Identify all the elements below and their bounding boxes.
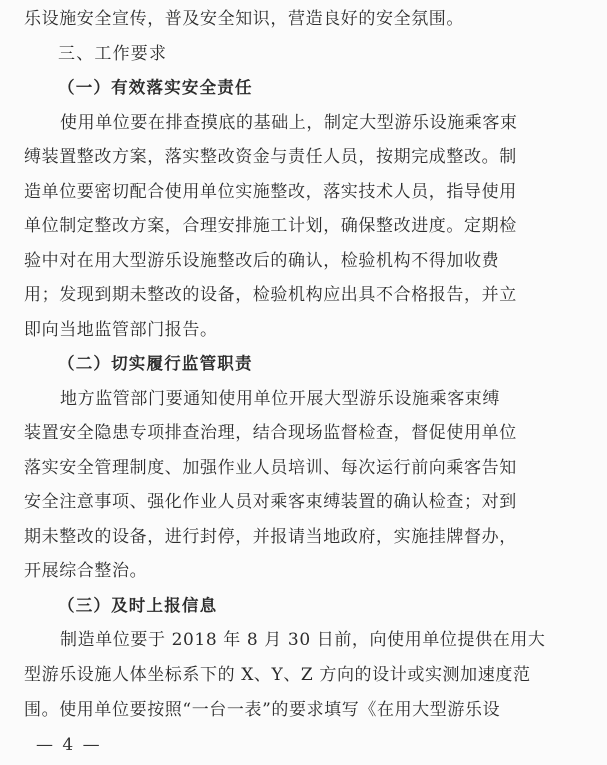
paragraph-line: 地方监管部门要通知使用单位开展大型游乐设施乘客束缚 xyxy=(60,389,500,409)
subsection-heading-3: （三）及时上报信息 xyxy=(58,596,218,615)
paragraph-line: 型游乐设施人体坐标系下的 X、Y、Z 方向的设计或实测加速度范 xyxy=(24,665,531,685)
subsection-heading-1: （一）有效落实安全责任 xyxy=(58,78,253,97)
paragraph-line: 即向当地监管部门报告。 xyxy=(24,320,218,340)
paragraph-line: 开展综合整治。 xyxy=(24,561,148,581)
subsection-heading-2: （二）切实履行监管职责 xyxy=(58,354,253,373)
paragraph-line: 单位制定整改方案，合理安排施工计划，确保整改进度。定期检 xyxy=(24,216,517,236)
section-heading: 三、工作要求 xyxy=(58,44,168,64)
paragraph-line: 制造单位要于 2018 年 8 月 30 日前，向使用单位提供在用大 xyxy=(60,630,546,650)
paragraph-line: 落实安全管理制度、加强作业人员培训、每次运行前向乘客告知 xyxy=(24,458,517,478)
paragraph-line: 装置安全隐患专项排查治理，结合现场监督检查，督促使用单位 xyxy=(24,423,517,443)
paragraph-line: 乐设施安全宣传，普及安全知识，营造良好的安全氛围。 xyxy=(24,9,464,29)
paragraph-line: 期未整改的设备，进行封停，并报请当地政府，实施挂牌督办， xyxy=(24,527,517,547)
paragraph-line: 验中对在用大型游乐设施整改后的确认，检验机构不得加收费 xyxy=(24,251,500,271)
page-number: — 4 — xyxy=(36,735,102,755)
paragraph-line: 缚装置整改方案，落实整改资金与责任人员，按期完成整改。制 xyxy=(24,147,517,167)
paragraph-line: 安全注意事项、强化作业人员对乘客束缚装置的确认检查；对到 xyxy=(24,492,517,512)
paragraph-line: 使用单位要在排查摸底的基础上，制定大型游乐设施乘客束 xyxy=(60,113,518,133)
paragraph-line: 用；发现到期未整改的设备，检验机构应出具不合格报告，并立 xyxy=(24,285,517,305)
paragraph-line: 造单位要密切配合使用单位实施整改，落实技术人员，指导使用 xyxy=(24,182,517,202)
paragraph-line: 围。使用单位要按照“一台一表”的要求填写《在用大型游乐设 xyxy=(24,700,501,720)
